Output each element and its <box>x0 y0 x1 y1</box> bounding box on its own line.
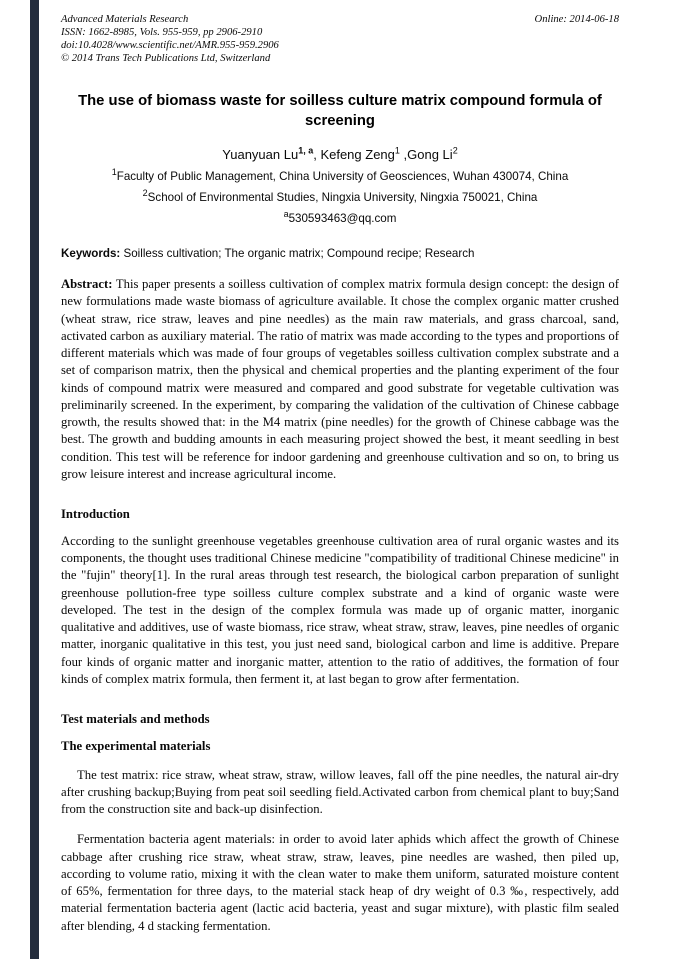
author-3-name: Gong Li <box>407 147 453 163</box>
affiliation-2-text: School of Environmental Studies, Ningxia University, Ningxia 750021, China <box>147 191 538 205</box>
authors-line <box>61 147 619 162</box>
online-date: Online: 2014-06-18 <box>534 14 619 25</box>
section-heading-methods: Test materials and methods <box>61 712 210 727</box>
methods-paragraph-1: The test matrix: rice straw, wheat straw, straw, willow leaves, fall off the pine needles, the natural air-dry after crushing backup;Buying from peat soil seedling field.Activated carbon from chemical plant to buy;Sand from the construction site and back-up disinfection. <box>61 767 619 817</box>
email-sup: a <box>283 209 289 220</box>
affiliation-1-sup: 1 <box>111 167 117 178</box>
author-1-sup: 1, a <box>298 145 314 156</box>
author-3-sup: 2 <box>452 145 458 156</box>
paper-title: The use of biomass waste for soilless culture matrix compound formula of screening <box>78 92 602 130</box>
affiliation-2-sup: 2 <box>142 188 148 199</box>
keywords-text: Soilless cultivation; The organic matrix; Compound recipe; Research <box>120 247 475 261</box>
paper-page <box>61 14 619 948</box>
section-heading-introduction: Introduction <box>61 507 130 522</box>
journal-header <box>61 14 619 66</box>
journal-doi: doi:10.4028/www.scientific.net/AMR.955-959.2906 <box>61 39 279 51</box>
journal-title: Advanced Materials Research <box>61 14 189 25</box>
author-1-name: Yuanyuan Lu <box>222 147 299 163</box>
author-2-sup: 1 <box>394 145 400 156</box>
author-email <box>61 209 619 226</box>
affiliation-1-text: Faculty of Public Management, China University of Geosciences, Wuhan 430074, China <box>116 170 569 184</box>
author-1 <box>222 147 313 162</box>
subheading-experimental-materials: The experimental materials <box>61 739 211 754</box>
email-text: 530593463@qq.com <box>288 212 397 226</box>
abstract-text: This paper presents a soilless cultivation of complex matrix formula design concept: the design of new formulations made waste biomass of agriculture available. It chose the complex organic matter crushed (wheat straw, rice straw, leaves and pine needles) as the main raw materials, and grass charcoal, sand, activated carbon as auxiliary material. The ratio of matrix was made according to the types and proportions of different materials which was made of four groups of vegetables soilless cultivation complex substrate and a set of comparison matrix, then the physical and chemical properties and the planting experiment of the four kinds of compound matrix were measured and compared and good substrate for vegetable cultivation was preliminarily screened. In the experiment, by comparing the validation of the cultivation of Chinese cabbage growth, the results showed that: in the M4 matrix (pine needles) for the growth of Chinese cabbage was the best. The growth and budding amounts in each measuring project showed the best, it meant seedling in best condition. This test will be reference for indoor gardening and greenhouse cultivation and so on, to bring us grow leisure interest and increase agricultural income. <box>61 277 619 482</box>
author-sep-2: , <box>399 147 408 163</box>
methods-paragraph-2: Fermentation bacteria agent materials: in order to avoid later aphids which affect the growth of Chinese cabbage after crushing rice straw, wheat straw, straw, leaves, pine needles are washed, then piled up, according to volume ratio, mixing it with the clean water to make them uniform, saturated moisture content of 65%, fermentation for three days, to the material stack heap of dry weight of 0.3 ‰, respectively, add material fermentation bacteria agent (lactic acid bacteria, yeast and sugar mixture), with plastic film sealed after blending, 4 d stacking fermentation. <box>61 832 619 933</box>
abstract <box>61 276 619 483</box>
abstract-label: Abstract: <box>61 277 113 292</box>
author-2 <box>320 147 399 162</box>
author-sep-1: , <box>313 147 321 163</box>
journal-copyright: © 2014 Trans Tech Publications Ltd, Switzerland <box>61 52 271 64</box>
keywords-line <box>61 247 619 260</box>
journal-issn: ISSN: 1662-8985, Vols. 955-959, pp 2906-2910 <box>61 26 263 38</box>
journal-info-block <box>61 14 279 66</box>
author-3 <box>407 147 458 162</box>
page-edge-strip <box>30 0 39 959</box>
author-2-name: Kefeng Zeng <box>320 147 395 163</box>
introduction-paragraph: According to the sunlight greenhouse vegetables greenhouse cultivation area of rural organic wastes and its components, the thought uses traditional Chinese medicine "compatibility of traditional Chinese medicine" in the "fujin" theory[1]. In the rural areas through test research, the biological carbon preparation of sunlight greenhouse pollution-free type soilless culture complex substrate and a kind of organic waste were developed. The test in the design of the complex formula was made up of organic matter, inorganic qualitative and additives, use of waste biomass, rice straw, wheat straw, straw, leaves, pine needles of organic matter, inorganic qualitative in this test, you just need sand, biological carbon and lime is additive. Prepare four kinds of organic matter and inorganic matter, attention to the ratio of additives, the formation of four kinds of complex matrix formula, then ferment it, at last began to grow after fermentation. <box>61 533 619 686</box>
affiliation-2 <box>61 188 619 205</box>
affiliation-1 <box>61 167 619 184</box>
keywords-label: Keywords: <box>61 247 121 261</box>
